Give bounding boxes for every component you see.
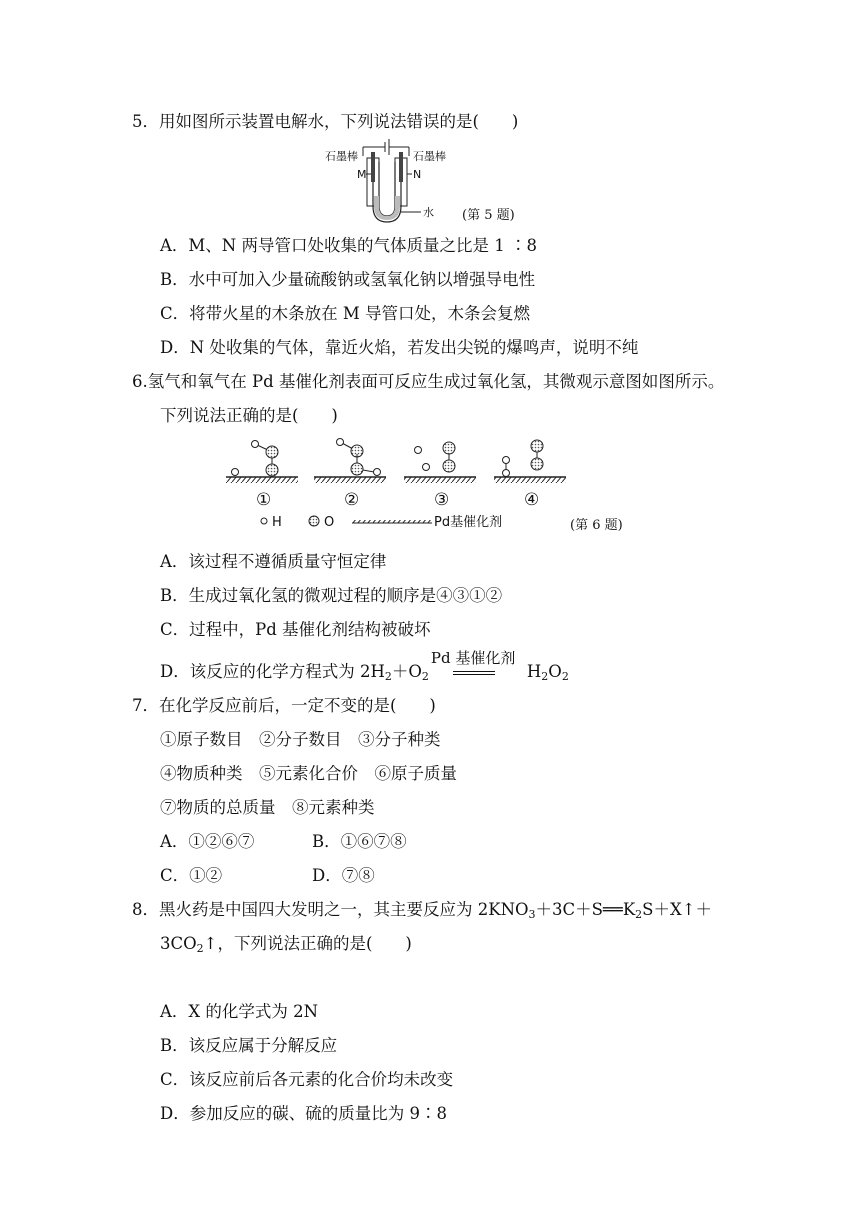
q5-fig-right-label: 石墨棒 xyxy=(413,150,446,163)
q6-optd-plus-o: ＋O xyxy=(391,662,422,681)
catalyst-surface-2 xyxy=(314,477,386,483)
q7-items-row1: ①原子数目 ②分子数目 ③分子种类 xyxy=(160,730,441,749)
q5-option-d: D．N 处收集的气体，靠近火焰，若发出尖锐的爆鸣声，说明不纯 xyxy=(160,338,639,357)
q8-option-c: C．该反应前后各元素的化合价均未改变 xyxy=(160,1070,454,1089)
q6-optd-o: O xyxy=(548,662,562,681)
q6-optd-prefix: D．该反应的化学方程式为 2H xyxy=(160,662,385,681)
q5-option-a: A．M、N 两导管口处收集的气体质量之比是 1 ∶8 xyxy=(160,236,537,255)
q6-optd-condition: Pd 基催化剂 xyxy=(430,649,516,667)
q8-stem-line1 xyxy=(132,898,712,927)
catalyst-surface-1 xyxy=(226,477,298,483)
q5-option-c: C．将带火星的木条放在 M 导管口处，木条会复燃 xyxy=(160,304,531,323)
q5-option-b: B．水中可加入少量硫酸钠或氢氧化钠以增强导电性 xyxy=(160,270,536,289)
q6-step-1: ① xyxy=(256,490,272,510)
q6-optd-o2-sub: 2 xyxy=(421,670,429,683)
q6-caption: (第 6 题) xyxy=(570,518,623,533)
q8-option-d: D．参加反应的碳、硫的质量比为 9∶8 xyxy=(160,1104,447,1123)
q7-stem: 7．在化学反应前后，一定不变的是( ) xyxy=(132,696,436,715)
q8-stem-line2 xyxy=(160,932,412,961)
q6-stem-line2: 下列说法正确的是( ) xyxy=(160,406,338,425)
legend-o-icon xyxy=(309,516,319,526)
q7-option-a: A．①②⑥⑦ xyxy=(160,832,255,851)
q6-option-c: C．过程中，Pd 基催化剂结构被破坏 xyxy=(160,620,431,639)
q5-electrolysis-figure xyxy=(325,136,455,228)
q6-legend-o: O xyxy=(324,515,335,530)
q8-option-a: A．X 的化学式为 2N xyxy=(160,1002,319,1021)
q6-stem-line1: 6.氢气和氧气在 Pd 基催化剂表面可反应生成过氧化氢，其微观示意图如图所示。 xyxy=(132,372,725,391)
q6-optd-h2-sub: 2 xyxy=(384,670,392,683)
q8-stem1-b: ＋3C＋S══K xyxy=(535,900,636,919)
q8-stem1-sub2: 2 xyxy=(635,908,643,921)
q6-option-b: B．生成过氧化氢的微观过程的顺序是④③①② xyxy=(160,586,503,605)
q5-stem: 5．用如图所示装置电解水，下列说法错误的是( ) xyxy=(132,112,519,131)
q5-fig-water: 水 xyxy=(423,206,434,219)
q8-stem1-c: S＋X↑＋ xyxy=(642,900,713,919)
q6-step-4: ④ xyxy=(524,490,540,510)
q7-option-b: B．①⑥⑦⑧ xyxy=(312,832,407,851)
q6-option-d xyxy=(160,649,569,689)
catalyst-surface-4 xyxy=(494,477,566,483)
q7-items-row2: ④物质种类 ⑤元素化合价 ⑥原子质量 xyxy=(160,764,457,783)
q6-optd-h-sub: 2 xyxy=(541,670,549,683)
q5-fig-n: N xyxy=(413,168,422,181)
q8-stem1-a: 8．黑火药是中国四大发明之一，其主要反应为 2KNO xyxy=(132,900,529,919)
q7-items-row3: ⑦物质的总质量 ⑧元素种类 xyxy=(160,798,375,817)
q8-stem2-sub: 2 xyxy=(196,942,204,955)
q8-stem1-sub1: 3 xyxy=(528,908,536,921)
q5-fig-left-label: 石墨棒 xyxy=(325,150,358,163)
q8-option-b: B．该反应属于分解反应 xyxy=(160,1036,338,1055)
q5-caption: (第 5 题) xyxy=(462,208,515,223)
q6-legend-catalyst: Pd基催化剂 xyxy=(434,515,503,530)
q6-option-a: A．该过程不遵循质量守恒定律 xyxy=(160,552,387,571)
q6-step-3: ③ xyxy=(434,490,450,510)
catalyst-surface-3 xyxy=(404,477,476,483)
q8-stem2-a: 3CO xyxy=(160,934,197,953)
q6-optd-h: H xyxy=(526,662,542,681)
q8-stem2-b: ↑，下列说法正确的是( ) xyxy=(203,934,412,953)
legend-h-icon xyxy=(261,518,267,524)
q7-option-c: C．①② xyxy=(160,866,223,885)
q6-micro-diagram xyxy=(222,434,592,532)
q6-step-2: ② xyxy=(344,490,360,510)
legend-catalyst-icon xyxy=(352,520,432,523)
q6-optd-condition-arrow xyxy=(429,649,527,684)
q6-legend-h: H xyxy=(272,515,282,530)
q7-option-d: D．⑦⑧ xyxy=(312,866,375,885)
q5-fig-m: M xyxy=(357,168,367,181)
q6-optd-o-sub: 2 xyxy=(561,670,569,683)
